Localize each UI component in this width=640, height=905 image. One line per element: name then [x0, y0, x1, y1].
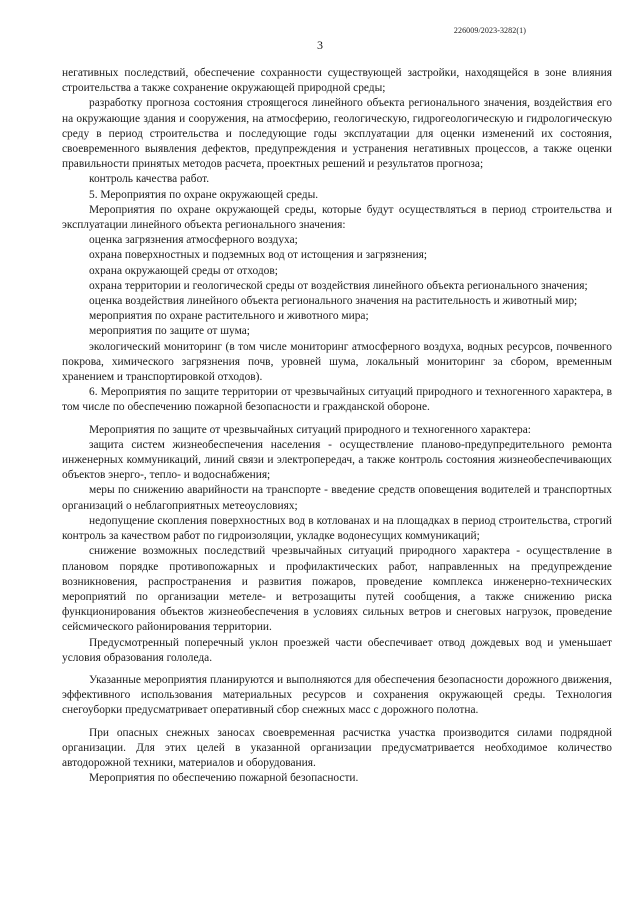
paragraph: Указанные мероприятия планируются и выполняются для обеспечения безопасности дорожного движения, эффективного использования материальных ресурсов и сохранения окружающей среды. Технология снегоуборки предусматривает оперативный сбор снежных масс с дорожного полотна. — [62, 673, 612, 717]
paragraph: Мероприятия по охране окружающей среды, которые будут осуществляться в период строительства и эксплуатации линейного объекта регионального значения: — [62, 203, 612, 232]
paragraph: Мероприятия по обеспечению пожарной безопасности. — [89, 772, 359, 785]
list-item: снижение возможных последствий чрезвычайных ситуаций природного характера - осуществление в плановом порядке противопожарных и профилактических работ, направленных на предупреждение возникновения, распространения и развития пожаров, проведение комплекса инженерно-технических мероприятий по организации метеле- и ветрозащиты путей сообщения, а также снижению риска функционирования объектов жизнеобеспечения в условиях сильных ветров и снеговых нагрузок, проведение сейсмического районирования территории. — [62, 545, 612, 634]
list-item: меры по снижению аварийности на транспорте - введение средств оповещения водителей и транспортных организаций о неблагоприятных метеоусловиях; — [62, 484, 612, 512]
list-item: оценка загрязнения атмосферного воздуха; — [89, 234, 298, 247]
paragraph: Мероприятия по защите от чрезвычайных ситуаций природного и техногенного характера: — [89, 423, 531, 436]
paragraph: негативных последствий, обеспечение сохранности существующей застройки, находящейся в зоне влияния строительства а также сохранение окружающей природной среды; — [62, 67, 612, 95]
paragraph: разработку прогноза состояния строящегося линейного объекта регионального значения, воздействия его на окружающие здания и сооружения, на атмосферию, геологическую, гидрогеологическую и гидрологическую среду в период строительства и последующие годы эксплуатации для оценки изменений их состояния, своевременного выявления дефектов, предупреждения и устранения негативных процессов, а также оценки правильности принятых методов расчета, проектных решений и результатов прогноза; — [62, 97, 612, 171]
document-registration-number: 226009/2023-3282(1) — [453, 26, 526, 35]
list-item: охрана территории и геологической среды от воздействия линейного объекта регионального значения; — [89, 279, 588, 292]
section-heading: 6. Мероприятия по защите территории от чрезвычайных ситуаций природного и техногенного характера, в том числе по обеспечению пожарной безопасности и гражданской обороне. — [62, 386, 612, 414]
paragraph: контроль качества работ. — [89, 173, 210, 186]
list-item: мероприятия по охране растительного и животного мира; — [89, 310, 369, 323]
section-heading: 5. Мероприятия по охране окружающей среды. — [89, 188, 319, 201]
list-item: охрана поверхностных и подземных вод от истощения и загрязнения; — [89, 249, 428, 262]
list-item: защита систем жизнеобеспечения населения - осуществление планово-предупредительного ремонта инженерных коммуникаций, линий связи и электропередач, а также контроль состояния жизнеобеспечивающих объектов энерго-, тепло- и водоснабжения; — [62, 438, 612, 482]
paragraph: При опасных снежных заносах своевременная расчистка участка производится силами подрядной организации. Для этих целей в указанной организации предусматривается необходимое количество автодорожной техники, материалов и оборудования. — [62, 726, 612, 769]
list-item: охрана окружающей среды от отходов; — [89, 264, 278, 277]
list-item: экологический мониторинг (в том числе мониторинг атмосферного воздуха, водных ресурсов, почвенного покрова, химического загрязнения почв, уровней шума, локальный мониторинг за сбором, временным хранением и транспортировкой отходов). — [62, 340, 612, 384]
list-item: мероприятия по защите от шума; — [89, 325, 250, 338]
page-number: 3 — [317, 38, 323, 52]
list-item: недопущение скопления поверхностных вод в котлованах и на площадках в период строительства, строгий контроль за качеством работ по гидроизоляции, укладке водонесущих коммуникаций; — [62, 514, 612, 543]
paragraph: Предусмотренный поперечный уклон проезжей части обеспечивает отвод дождевых вод и уменьшает условия образования гололеда. — [62, 636, 612, 664]
list-item: оценка воздействия линейного объекта регионального значения на растительность и животный мир; — [89, 295, 578, 308]
document-body — [62, 66, 612, 786]
